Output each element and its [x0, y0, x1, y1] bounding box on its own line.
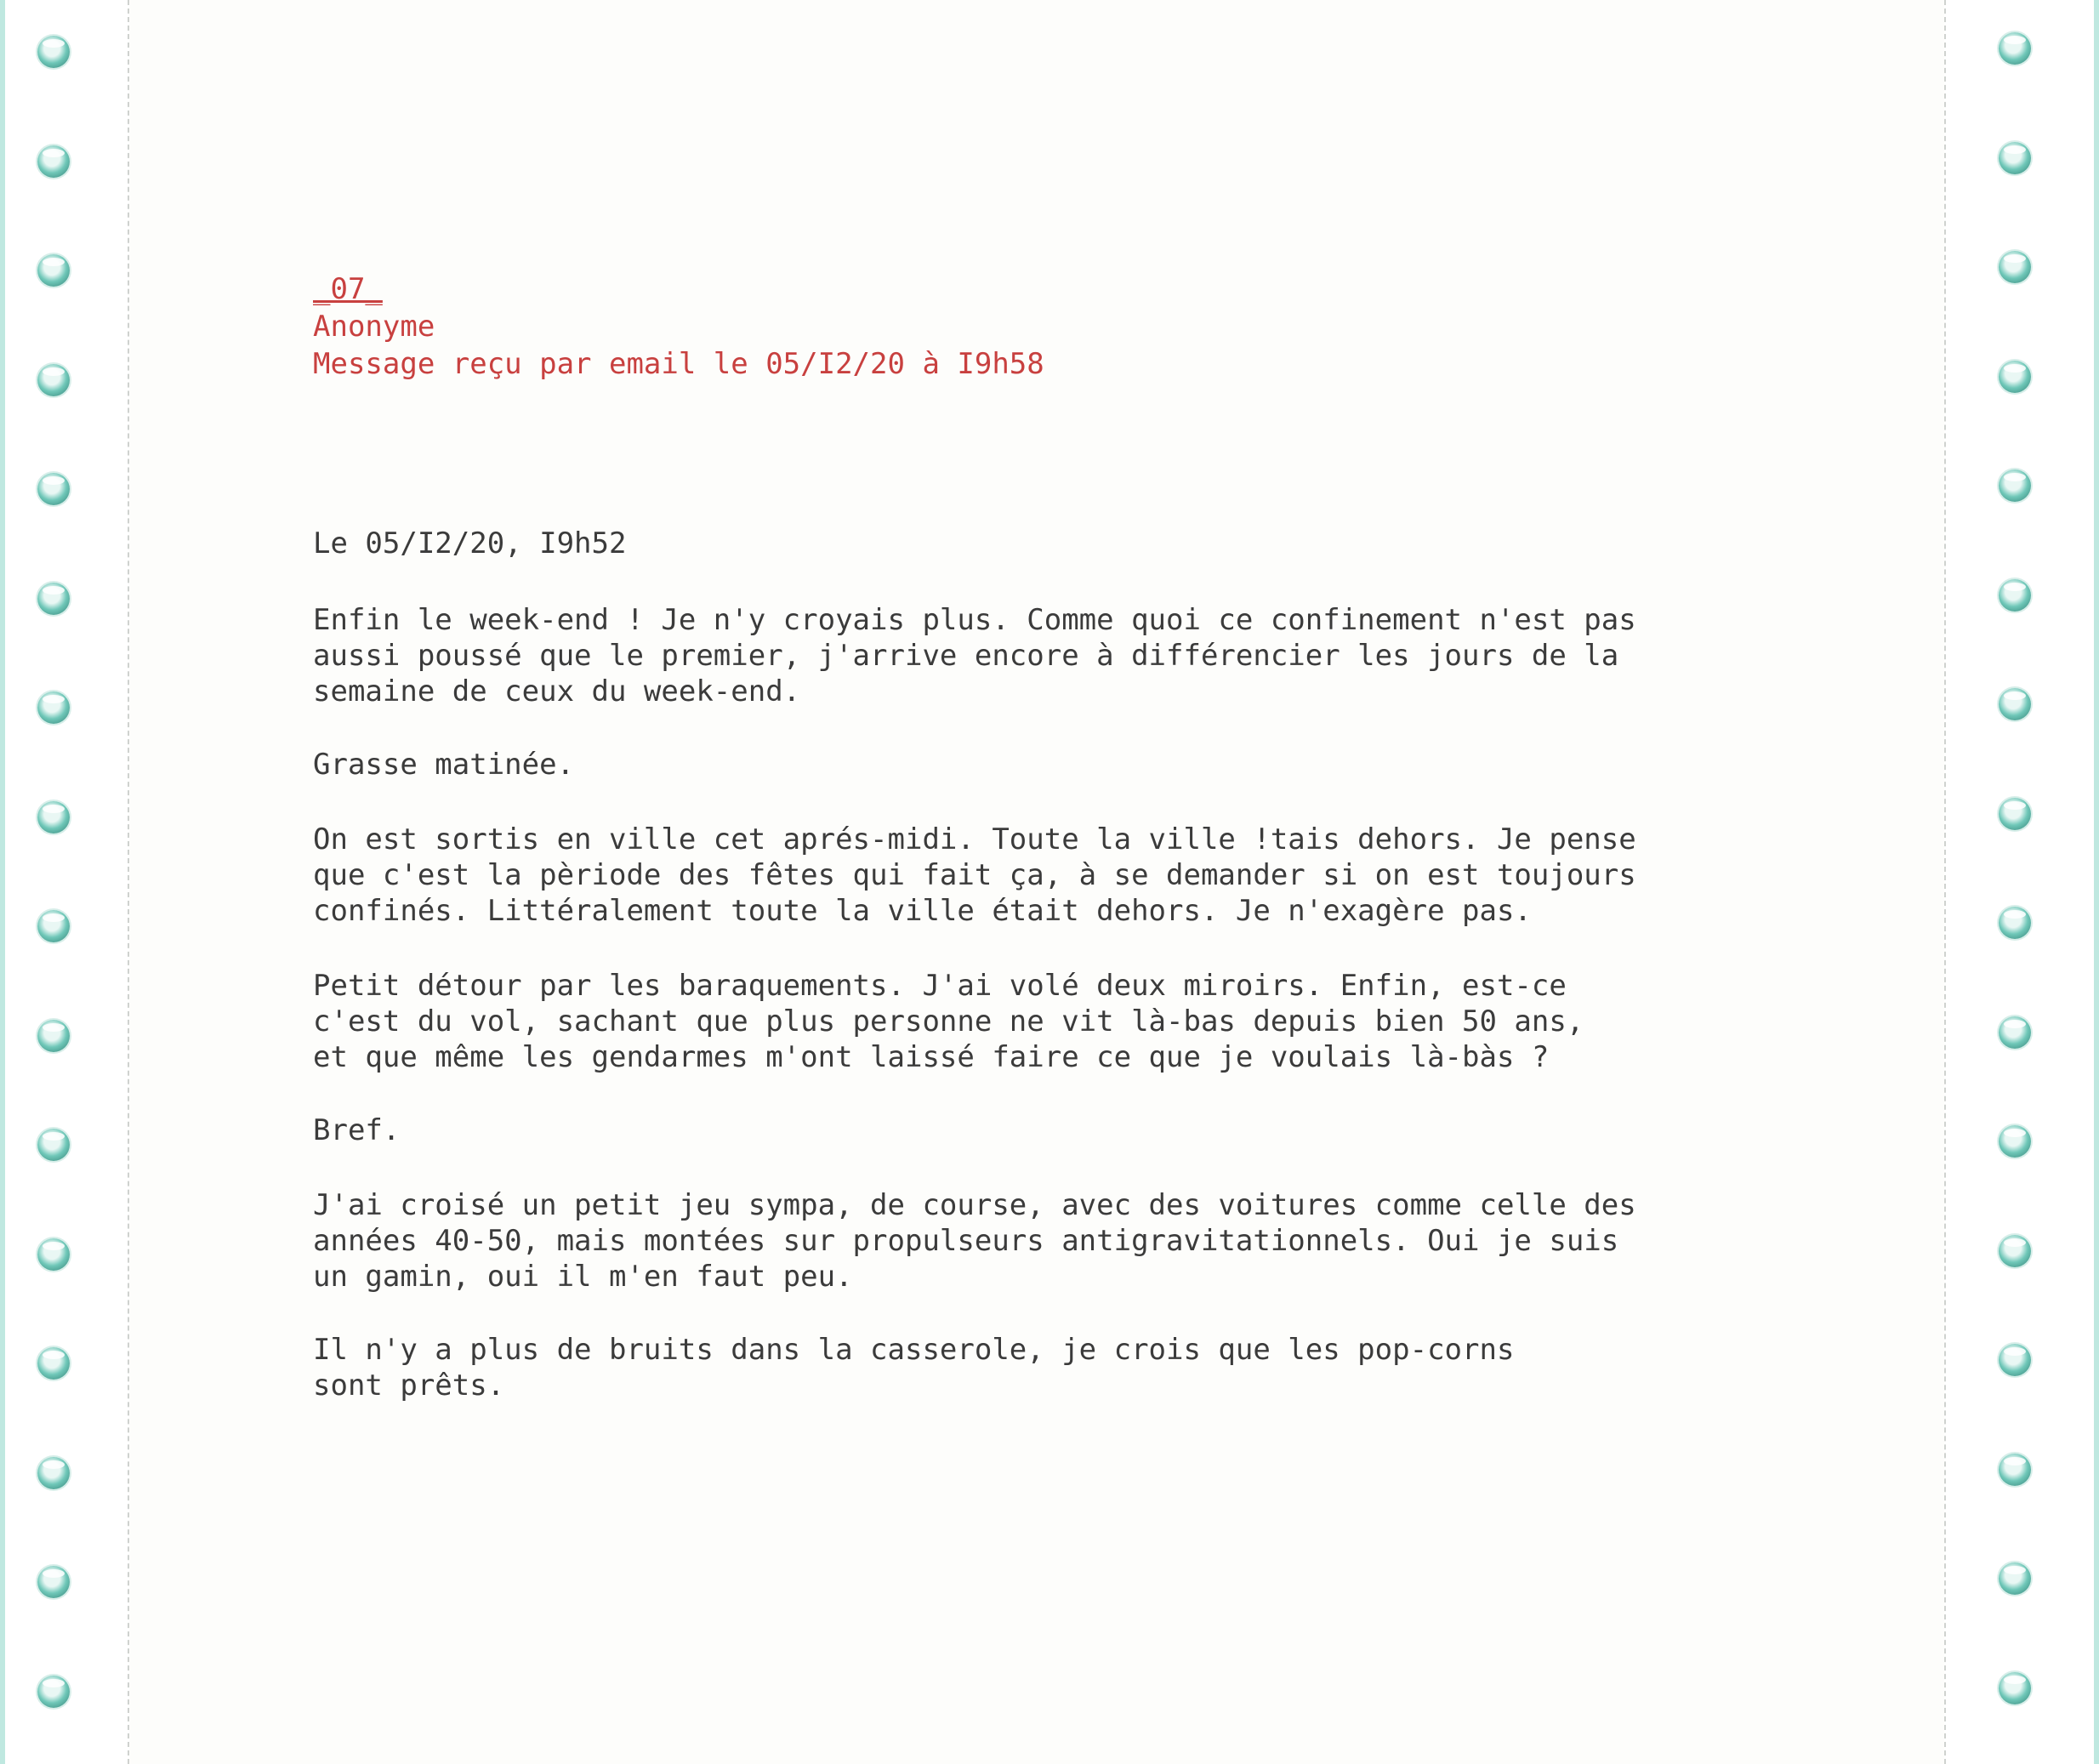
paragraph-line: Petit détour par les baraquements. J'ai volé deux miroirs. Enfin, est-ce — [313, 969, 1567, 1003]
sprocket-hole-icon — [1999, 688, 2031, 720]
sprocket-hole-icon — [37, 1457, 70, 1489]
sprocket-hole-icon — [37, 364, 70, 396]
sprocket-hole-icon — [1999, 579, 2031, 612]
sprocket-hole-icon — [37, 910, 70, 942]
paragraph-line: J'ai croisé un petit jeu sympa, de course, avec des voitures comme celle des — [313, 1188, 1636, 1222]
paragraph-line: Enfin le week-end ! Je n'y croyais plus. Comme quoi ce confinement n'est pas — [313, 603, 1636, 637]
sprocket-hole-icon — [37, 801, 70, 834]
sprocket-hole-icon — [37, 1347, 70, 1380]
sprocket-hole-icon — [1999, 1344, 2031, 1376]
sprocket-hole-icon — [1999, 251, 2031, 283]
sprocket-hole-icon — [1999, 1016, 2031, 1049]
sprocket-hole-icon — [37, 1676, 70, 1708]
document-number: _07_ — [313, 272, 383, 306]
paragraph-line: Bref. — [313, 1113, 401, 1147]
paragraph-line: aussi poussé que le premier, j'arrive encore à différencier les jours de la — [313, 639, 1619, 673]
paragraph-line: sont prêts. — [313, 1369, 505, 1403]
paragraph-line: et que même les gendarmes m'ont laissé faire ce que je voulais là-bàs ? — [313, 1040, 1550, 1074]
author-name: Anonyme — [313, 310, 435, 344]
sprocket-hole-icon — [1999, 32, 2031, 65]
sprocket-hole-icon — [37, 473, 70, 505]
sprocket-hole-icon — [1999, 1235, 2031, 1267]
paragraph-line: que c'est la pèriode des fêtes qui fait ça, à se demander si on est toujours — [313, 858, 1636, 892]
sprocket-hole-icon — [37, 1238, 70, 1271]
sprocket-hole-icon — [1999, 1125, 2031, 1158]
sprocket-hole-icon — [37, 1129, 70, 1161]
sprocket-hole-icon — [1999, 469, 2031, 502]
sprocket-hole-icon — [37, 583, 70, 615]
paragraph-line: On est sortis en ville cet aprés-midi. Toute la ville !tais dehors. Je pense — [313, 822, 1636, 856]
received-line: Message reçu par email le 05/I2/20 à I9h58 — [313, 347, 1044, 381]
sprocket-hole-icon — [37, 691, 70, 724]
sprocket-hole-icon — [37, 1020, 70, 1052]
right-perforation-line — [1944, 0, 1946, 1764]
left-edge-tint — [0, 0, 5, 1764]
sprocket-hole-icon — [1999, 1454, 2031, 1486]
sprocket-hole-icon — [37, 145, 70, 178]
sprocket-hole-icon — [1999, 142, 2031, 174]
sprocket-hole-icon — [1999, 798, 2031, 830]
sprocket-hole-icon — [1999, 1672, 2031, 1704]
sprocket-hole-icon — [37, 36, 70, 68]
paragraph-line: confinés. Littéralement toute la ville était dehors. Je n'exagère pas. — [313, 894, 1532, 928]
sprocket-hole-icon — [1999, 361, 2031, 393]
paragraph-line: Grasse matinée. — [313, 748, 575, 782]
sprocket-hole-icon — [37, 1566, 70, 1598]
sprocket-hole-icon — [37, 254, 70, 287]
paragraph-line: un gamin, oui il m'en faut peu. — [313, 1260, 853, 1294]
paragraph-line: semaine de ceux du week-end. — [313, 674, 801, 708]
right-edge-tint — [2094, 0, 2099, 1764]
paragraph-line: Il n'y a plus de bruits dans la casserole, je crois que les pop-corns — [313, 1333, 1515, 1367]
entry-date: Le 05/I2/20, I9h52 — [313, 526, 627, 560]
paragraph-line: c'est du vol, sachant que plus personne ne vit là-bas depuis bien 50 ans, — [313, 1004, 1584, 1038]
sprocket-hole-icon — [1999, 907, 2031, 939]
sprocket-hole-icon — [1999, 1562, 2031, 1595]
left-perforation-line — [128, 0, 129, 1764]
paragraph-line: années 40-50, mais montées sur propulseurs antigravitationnels. Oui je suis — [313, 1224, 1619, 1258]
